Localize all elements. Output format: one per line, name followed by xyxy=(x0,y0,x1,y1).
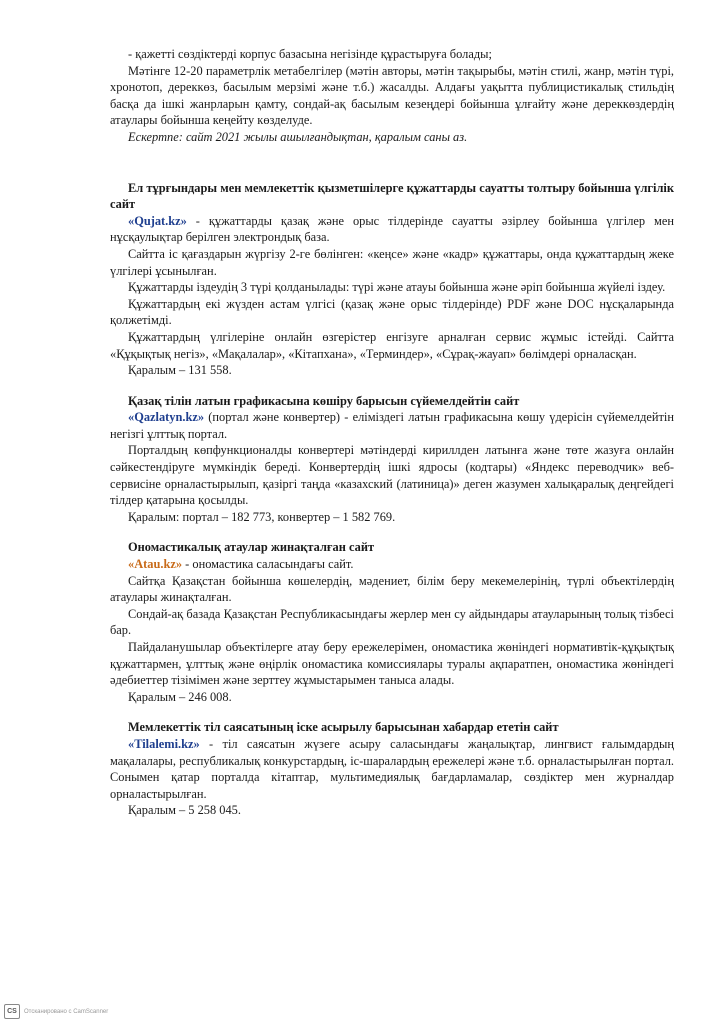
section-heading-qujat: Ел тұрғындары мен мемлекеттік қызметшілерге құжаттарды сауатты толтыру бойынша үлгілік сайт xyxy=(110,180,674,212)
paragraph: Құжаттардың үлгілеріне онлайн өзгерістер енгізуге арналған сервис жұмыс істейді. Сайтта «Құқықтық негіз», «Мақалалар», «Кітапхана», «Терминдер», «Сұрақ-жауап» бөлімдері орналасқан. xyxy=(110,329,674,361)
paragraph: Сайтқа Қазақстан бойынша көшелердің, мәдениет, білім беру мекемелерінің, түрлі объектілердің атаулары жинақталған. xyxy=(110,573,674,605)
paragraph: Құжаттардың екі жүзден астам үлгісі (қазақ және орыс тілдерінде) PDF және DOC нұсқаларында қолжетімді. xyxy=(110,296,674,328)
views-count: Қаралым – 246 008. xyxy=(128,689,232,704)
paragraph: Сондай-ақ базада Қазақстан Республикасындағы жерлер мен су айдындары атауларының толық тізбесі бар. xyxy=(110,606,674,638)
views-count: Қаралым: портал – 182 773, конвертер – 1 582 769. xyxy=(128,509,396,524)
site-name-qazlatyn: «Qazlatyn.kz» xyxy=(128,410,205,425)
camscanner-logo-icon: CS xyxy=(4,1004,20,1019)
scanner-watermark xyxy=(4,1004,108,1019)
section-lead-qazlatyn: «Qazlatyn.kz» (портал және конвертер) - еліміздегі латын графикасына көшу үдерісін сүйемелдейтін негізгі ұлттық портал. xyxy=(110,410,674,441)
paragraph: Сайтта іс қағаздарын жүргізу 2-ге бөлінген: «кеңсе» және «кадр» құжаттары, онда құжаттардың жеке үлгілері ұсынылған. xyxy=(110,246,674,278)
section-heading-tilalemi: Мемлекеттік тіл саясатының іске асырылу барысынан хабардар ететін сайт xyxy=(128,720,559,735)
paragraph: Порталдың көпфункционалды конвертері мәтіндерді кириллден латынға және төте жазуға онлайн сәйкестендіруге мүмкіндік береді. Конвертердің ішкі ядросы (кодтары) «Яндекс переводчик» веб-сервисіне орналастырылып, қазіргі таңда «казахский (латиница)» деген жазумен халықаралық деңгейдегі тілдер қатарына қосылды. xyxy=(110,443,674,508)
watermark-text: Отсканировано с CamScanner xyxy=(24,1008,109,1015)
document-page xyxy=(110,46,674,819)
paragraph: Құжаттарды іздеудің 3 түрі қолданылады: түрі және атауы бойынша және әріп бойынша жүйелі іздеу. xyxy=(128,280,666,295)
intro-paragraph: Мәтінге 12-20 параметрлік метабелгілер (мәтін авторы, мәтін тақырыбы, мәтін стилі, жанр, мәтін түрі, хронотоп, дереккөз, басылым мерзімі және т.б.) жасалды. Алдағы уақытта публицистикалық стильдің басқа да ішкі жанрларын қамту, сондай-ақ басылым кезеңдері бойынша ұлғайту және дереккөздердің атаулары бойынша кеңейту көзделуде. xyxy=(110,63,674,128)
paragraph: Пайдаланушылар объектілерге атау беру ережелерімен, ономастика жөніндегі нормативтік-құқықтық құжаттармен, ұлттық және өңірлік ономастика комиссиялары туралы ақпаратпен, ономастика жөніндегі әдебиеттер тізімімен және зерттеу жұмыстарымен таныса алады. xyxy=(110,640,674,688)
section-heading-qazlatyn: Қазақ тілін латын графикасына көшіру барысын сүйемелдейтін сайт xyxy=(128,393,520,408)
site-name-atau: «Atau.kz» xyxy=(128,557,183,572)
intro-line: - қажетті сөздіктерді корпус базасына негізінде құрастыруға болады; xyxy=(128,47,492,61)
note-text: Ескертпе: сайт 2021 жылы ашылғандықтан, қаралым саны аз. xyxy=(128,129,468,144)
section-lead-tilalemi: «Tilalemi.kz» - тіл саясатын жүзеге асыру саласындағы жаңалықтар, лингвист ғалымдардың мақалалары, республикалық конкурстардың, іс-шаралардың ережелері және т.б. орналастырылған портал. Сонымен қатар порталда кітаптар, мультимедиялық бағдарламалар, сөздіктер мен журналдар орналастырылған. xyxy=(110,736,674,801)
section-lead-atau: «Atau.kz» - ономастика саласындағы сайт. xyxy=(128,557,354,572)
section-lead-qujat: «Qujat.kz» - құжаттарды қазақ және орыс тілдерінде сауатты әзірлеу бойынша үлгілер мен нұсқаулықтар берілген электрондық база. xyxy=(110,213,674,245)
views-count: Қаралым – 131 558. xyxy=(128,363,232,378)
site-name-qujat: «Qujat.kz» xyxy=(128,213,187,228)
site-name-tilalemi: «Tilalemi.kz» xyxy=(128,736,200,751)
section-heading-atau: Ономастикалық атаулар жинақталған сайт xyxy=(128,540,375,555)
views-count: Қаралым – 5 258 045. xyxy=(128,803,241,818)
